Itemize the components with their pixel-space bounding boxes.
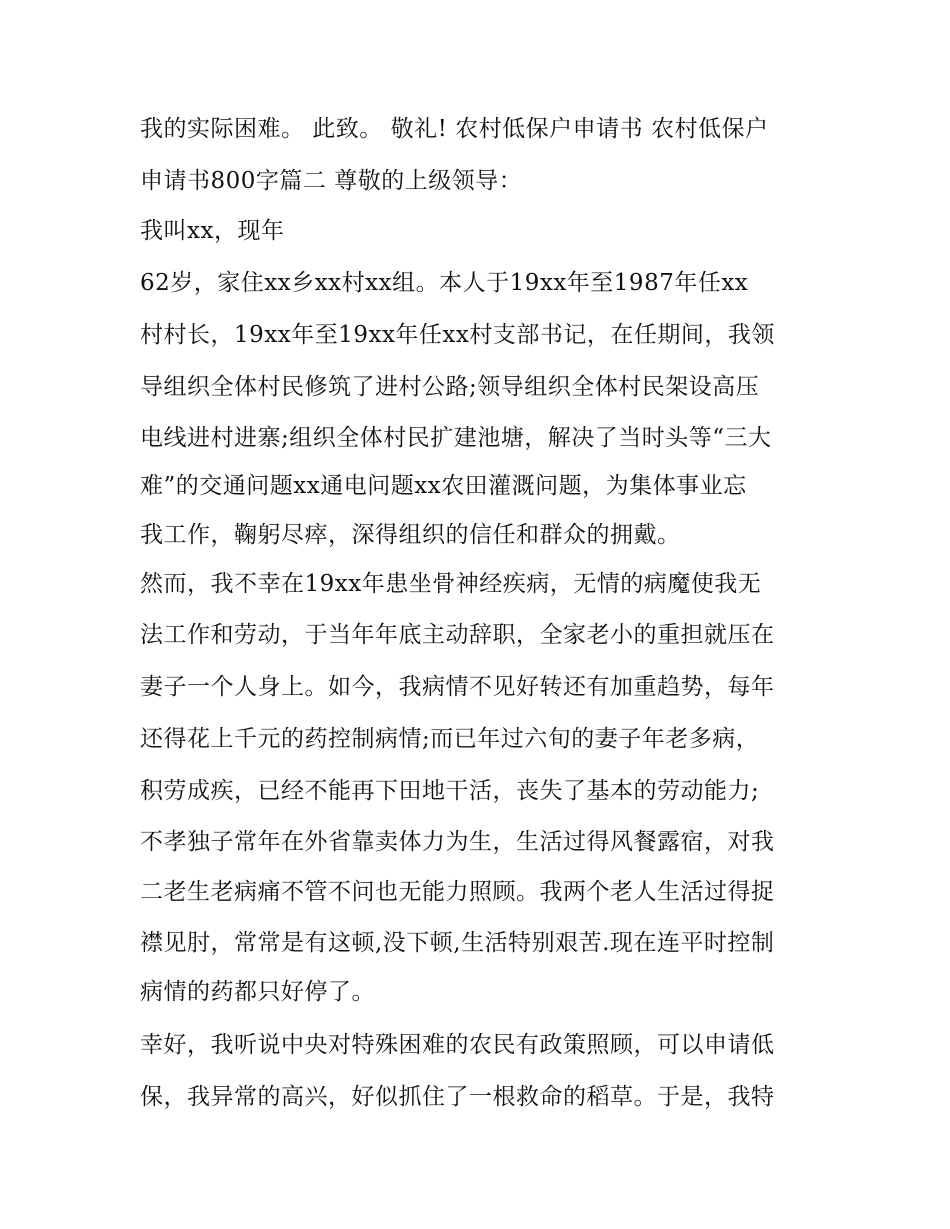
text-line: 保，我异常的高兴，好似抓住了一根救命的稻草。于是，我特	[140, 1084, 775, 1110]
text-line: 幸好，我听说中央对特殊困难的农民有政策照顾，可以申请低	[140, 1032, 775, 1058]
text-line: 导组织全体村民修筑了进村公路;领导组织全体村民架设高压	[140, 374, 760, 400]
text-line: 病情的药都只好停了。	[140, 979, 375, 1005]
text-line: 不孝独子常年在外省靠卖体力为生，生活过得风餐露宿，对我	[140, 829, 775, 855]
text-line: 难”的交通问题xx通电问题xx农田灌溉问题，为集体事业忘	[140, 473, 747, 499]
text-line: 申请书800字篇二 尊敬的上级领导：	[140, 168, 523, 194]
text-line: 62岁，家住xx乡xx村xx组。本人于19xx年至1987年任xx	[140, 270, 749, 296]
text-line: 妻子一个人身上。如今，我病情不见好转还有加重趋势，每年	[140, 674, 775, 700]
text-line: 村村长，19xx年至19xx年任xx村支部书记，在任期间，我领	[140, 322, 775, 348]
text-line: 还得花上千元的药控制病情;而已年过六旬的妻子年老多病，	[140, 726, 760, 752]
text-line: 襟见肘，常常是有这顿,没下顿,生活特别艰苦.现在连平时控制	[140, 930, 775, 956]
text-line: 我的实际困难。 此致。 敬礼! 农村低保户申请书 农村低保户	[140, 116, 769, 142]
text-line: 二老生老病痛不管不问也无能力照顾。我两个老人生活过得捉	[140, 879, 775, 905]
text-line: 我工作，鞠躬尽瘁，深得组织的信任和群众的拥戴。	[140, 522, 681, 548]
text-line: 法工作和劳动，于当年年底主动辞职，全家老小的重担就压在	[140, 622, 775, 648]
text-line: 积劳成疾，已经不能再下田地干活，丧失了基本的劳动能力;	[140, 778, 760, 804]
text-line: 我叫xx，现年	[140, 218, 285, 244]
text-line: 电线进村进寨;组织全体村民扩建池塘，解决了当时头等“三大	[140, 425, 772, 451]
text-line: 然而，我不幸在19xx年患坐骨神经疾病，无情的病魔使我无	[140, 571, 762, 597]
